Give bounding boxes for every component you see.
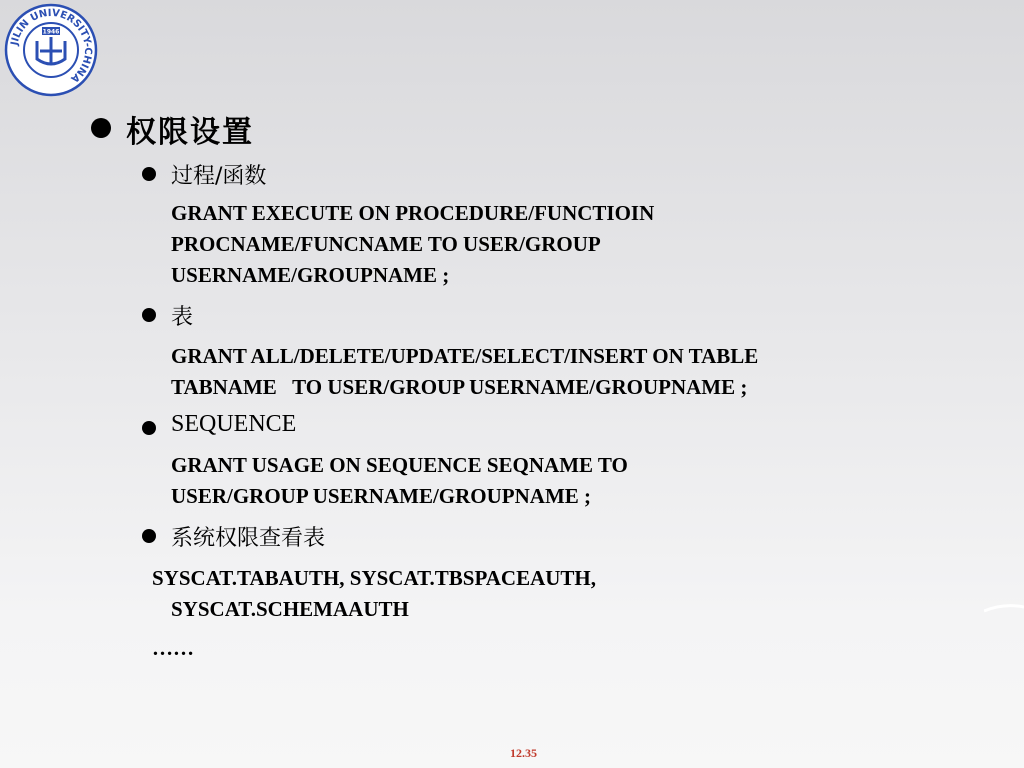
code-line: TABNAME TO USER/GROUP USERNAME/GROUPNAME ; — [171, 375, 748, 399]
university-logo — [4, 3, 98, 97]
title-bullet — [91, 118, 111, 138]
section-heading-system-auth-tables: 系统权限查看表 — [171, 526, 326, 551]
logo-ring-text: JILIN UNIVERSITY-CHINA — [9, 7, 94, 85]
code-line: GRANT ALL/DELETE/UPDATE/SELECT/INSERT ON TABLE — [171, 344, 759, 368]
section-heading-table: 表 — [171, 305, 194, 330]
section-bullet — [142, 421, 156, 435]
code-line: USER/GROUP USERNAME/GROUPNAME ; — [171, 484, 592, 508]
section-heading-sequence: SEQUENCE — [171, 411, 297, 437]
section-bullet — [142, 529, 156, 543]
code-line: PROCNAME/FUNCNAME TO USER/GROUP — [171, 232, 601, 256]
code-line: SYSCAT.TABAUTH, SYSCAT.TBSPACEAUTH, — [152, 566, 597, 590]
code-line: USERNAME/GROUPNAME ; — [171, 263, 450, 287]
section-heading-procedure-function: 过程/函数 — [171, 164, 267, 189]
code-line: GRANT EXECUTE ON PROCEDURE/FUNCTIOIN — [171, 201, 655, 225]
section-bullet — [142, 308, 156, 322]
logo-year: 1946 — [42, 28, 60, 36]
code-line: SYSCAT.SCHEMAAUTH — [171, 597, 409, 621]
section-bullet — [142, 167, 156, 181]
page-number: 12.35 — [510, 746, 537, 760]
slide-title: 权限设置 — [126, 115, 254, 150]
ellipsis: …… — [152, 636, 194, 660]
decorative-swoosh — [984, 603, 1024, 613]
code-line: GRANT USAGE ON SEQUENCE SEQNAME TO — [171, 453, 628, 477]
